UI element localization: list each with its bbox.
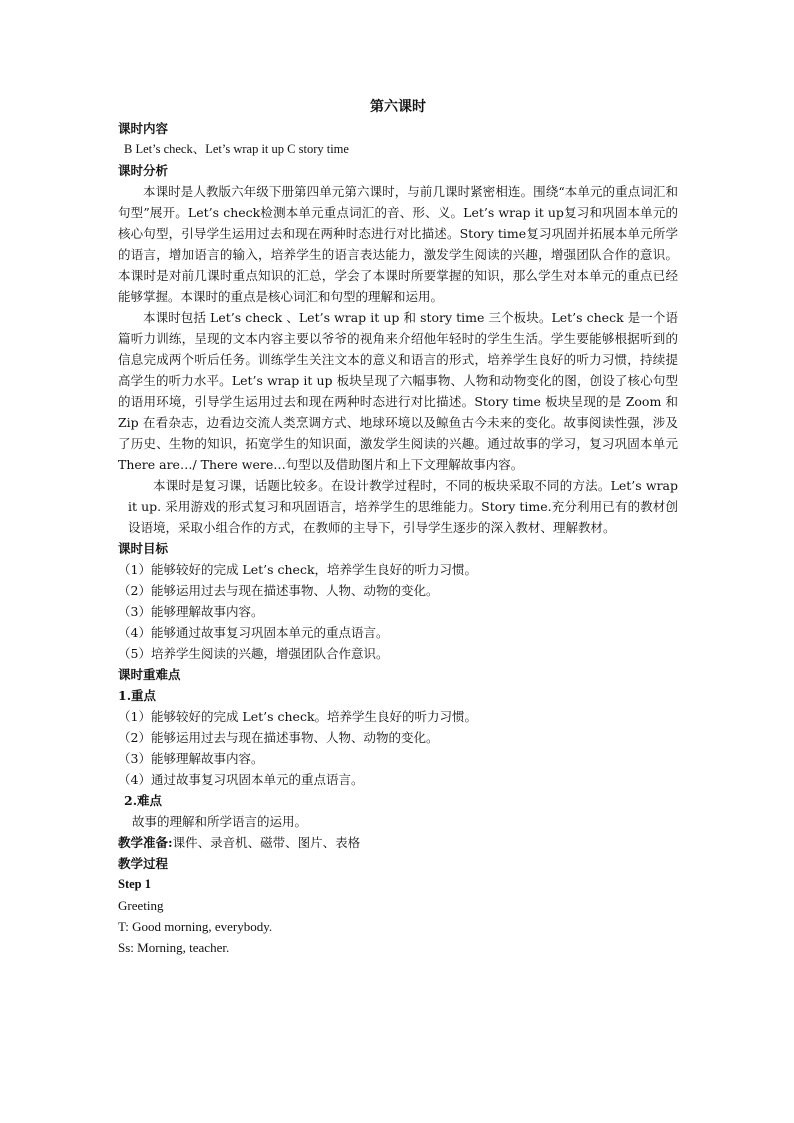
process-heading: 教学过程 [118, 856, 169, 871]
analysis-paragraph-3: 本课时是复习课，话题比较多。在设计教学过程时，不同的板块采取不同的方法。Let’s wrap it up. 采用游戏的形式复习和巩固语言，培养学生的思维能力。Story time.充分利用已有的教材创设语境，采取小组合作的方式，在教师的主导下，引导学生逐步的深入教材、理解教材。 [128, 478, 678, 535]
key-point-item: （4）通过故事复习巩固本单元的重点语言。 [118, 772, 364, 787]
goal-item: （2）能够运用过去与现在描述事物、人物、动物的变化。 [118, 583, 439, 598]
goal-item: （1）能够较好的完成 Let’s check，培养学生良好的听力习惯。 [118, 562, 478, 577]
goal-item: （5）培养学生阅读的兴趣，增强团队合作意识。 [118, 646, 389, 661]
key-points-heading: 1.重点 [118, 688, 157, 703]
analysis-heading: 课时分析 [118, 163, 169, 178]
key-point-item: （3）能够理解故事内容。 [118, 751, 264, 766]
goal-item: （3）能够理解故事内容。 [118, 604, 264, 619]
document-page [118, 96, 678, 958]
process-line: Ss: Morning, teacher. [118, 940, 230, 955]
content-heading: 课时内容 [118, 121, 169, 136]
prep-text: 课件、录音机、磁带、图片、表格 [172, 835, 361, 850]
analysis-paragraph-1: 本课时是人教版六年级下册第四单元第六课时，与前几课时紧密相连。围绕“本单元的重点词汇和句型”展开。Let’s check检测本单元重点词汇的音、形、义。Let’s wrap it up复习和巩固本单元的核心句型，引导学生运用过去和现在两种时态进行对比描述。Story time复习巩固并拓展本单元所学的语言，增加语言的输入，培养学生的语言表达能力，激发学生阅读的兴趣，增强团队合作的意识。本课时是对前几课时重点知识的汇总，学会了本课时所要掌握的知识，那么学生对本单元的重点已经能够掌握。本课时的重点是核心词汇和句型的理解和运用。 [118, 184, 678, 304]
difficult-point-text: 故事的理解和所学语言的运用。 [132, 814, 308, 829]
goal-item: （4）能够通过故事复习巩固本单元的重点语言。 [118, 625, 389, 640]
process-line: T: Good morning, everybody. [118, 919, 273, 934]
step-heading: Step 1 [118, 877, 151, 891]
difficult-points-heading: 2.难点 [124, 793, 163, 808]
goals-heading: 课时目标 [118, 541, 169, 556]
process-line: Greeting [118, 898, 164, 913]
prep-label: 教学准备: [118, 835, 173, 850]
key-point-item: （2）能够运用过去与现在描述事物、人物、动物的变化。 [118, 730, 439, 745]
content-text: B Let’s check、Let’s wrap it up C story time [124, 142, 349, 156]
key-point-item: （1）能够较好的完成 Let’s check。培养学生良好的听力习惯。 [118, 709, 478, 724]
prep-line [118, 832, 678, 853]
analysis-paragraph-2: 本课时包括 Let’s check 、Let’s wrap it up 和 story time 三个板块。Let’s check 是一个语篇听力训练，呈现的文本内容主要以爷爷的视角来介绍他年轻时的学生生活。学生要能够根据听到的信息完成两个听后任务。训练学生关注文本的意义和语言的形式，培养学生良好的听力习惯，持续提高学生的听力水平。Let’s wrap it up 板块呈现了六幅事物、人物和动物变化的图，创设了核心句型的语用环境，引导学生运用过去和现在两种时态进行对比描述。Story time 板块呈现的是 Zoom 和 Zip 在看杂志，边看边交流人类烹调方式、地球环境以及鲸鱼古今未来的变化。故事阅读性强，涉及了历史、生物的知识，拓宽学生的知识面，激发学生阅读的兴趣。通过故事的学习，复习巩固本单元 There are…/ There were…句型以及借助图片和上下文理解故事内容。 [118, 310, 678, 472]
difficulties-heading: 课时重难点 [118, 667, 181, 682]
page-title: 第六课时 [370, 99, 426, 115]
